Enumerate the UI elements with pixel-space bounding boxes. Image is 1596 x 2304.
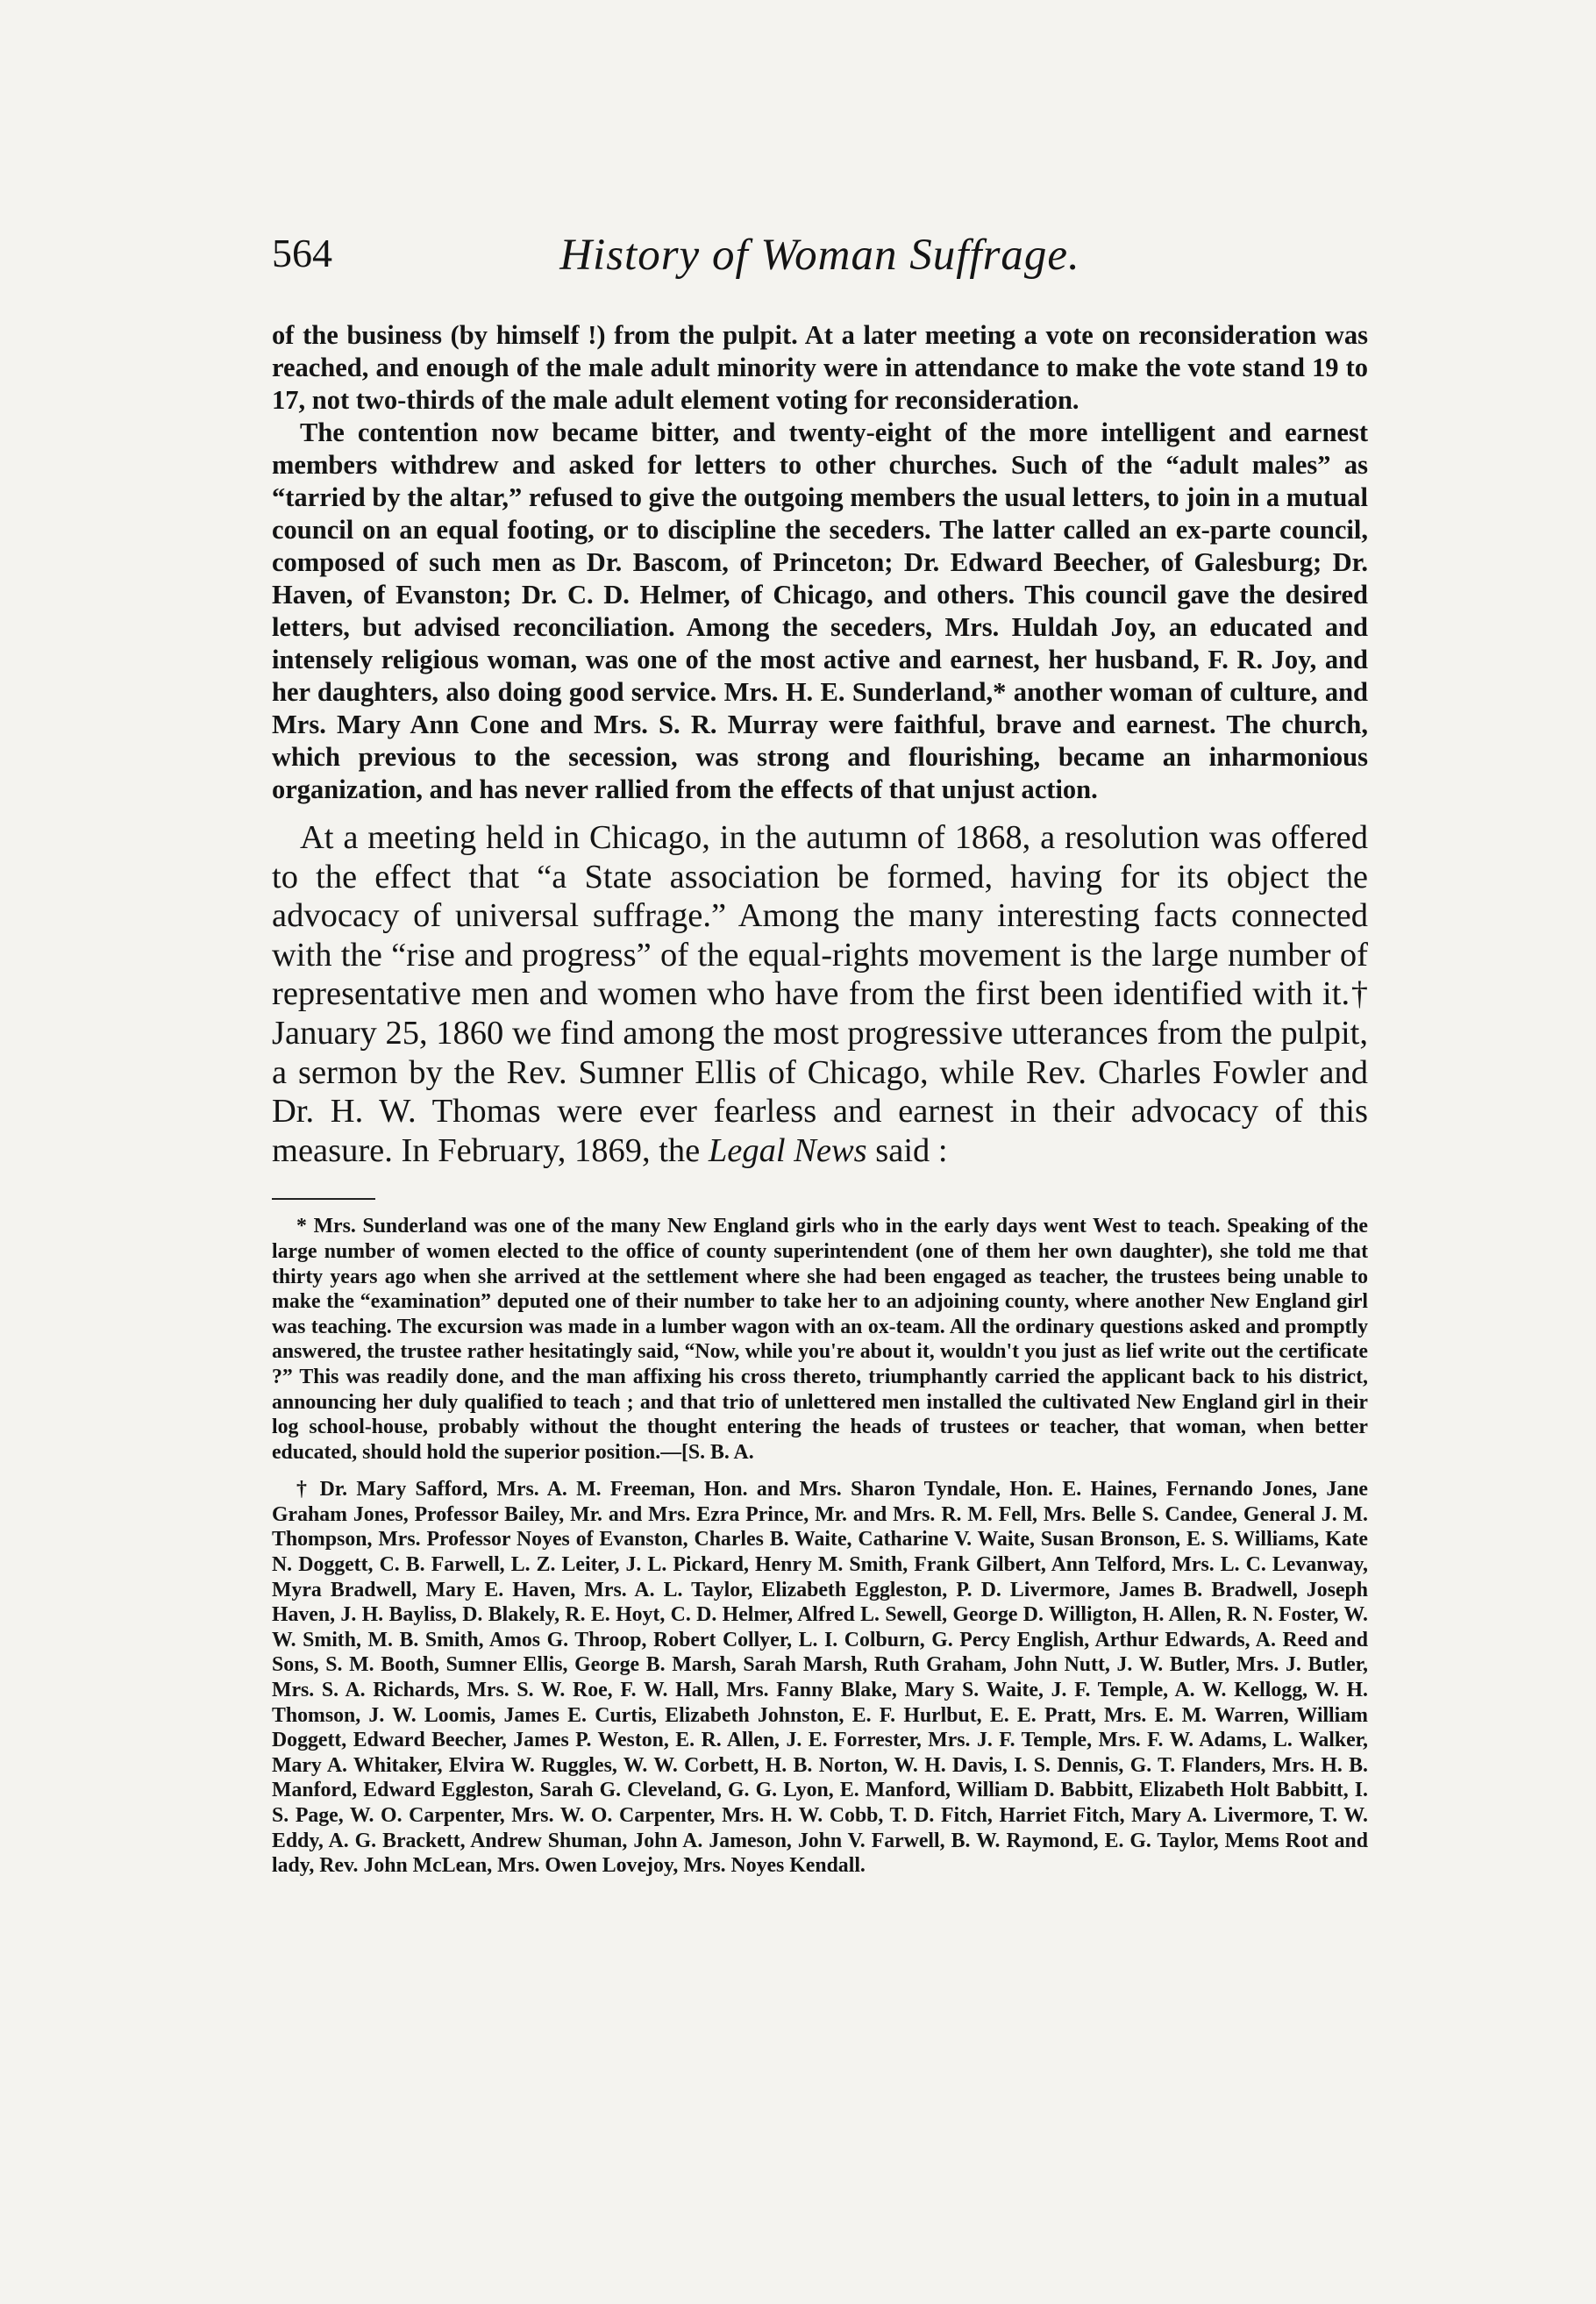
footnote-sunderland: * Mrs. Sunderland was one of the many New England girls who in the early days went West to teach. Speaking of the large number of women elected to the office of county superintendent (one of them her own daughter), she told me that thirty years ago when she arrived at the settlement where she had been engaged as teacher, the trustees being unable to make the “examination” deputed one of their number to take her to an adjoining county, where another New England girl was teaching. The excursion was made in a lumber wagon with an ox-team. All the ordinary questions asked and promptly answered, the trustee rather hesitatingly said, “Now, while you're about it, wouldn't you just as lief write out the certificate ?” This was readily done, and the man affixing his cross thereto, triumphantly carried the applicant back to his district, announcing her duly qualified to teach ; and that trio of unlettered men installed the cultivated New England girl in their log school-house, probably without the thought entering the heads of trustees or teacher, that woman, when better educated, should hold the superior position.—[S. B. A.	[272, 1215, 1368, 1464]
february-suffix: said :	[866, 1131, 948, 1169]
page-header	[272, 230, 1368, 291]
book-page	[272, 230, 1368, 1879]
footnote-names-list: † Dr. Mary Safford, Mrs. A. M. Freeman, Hon. and Mrs. Sharon Tyndale, Hon. E. Haines, Fernando Jones, Jane Graham Jones, Professor Bailey, Mr. and Mrs. Ezra Prince, Mr. and Mrs. R. M. Fell, Mrs. Belle S. Candee, General J. M. Thompson, Mrs. Professor Noyes of Evanston, Charles B. Waite, Catharine V. Waite, Susan Bronson, E. S. Williams, Kate N. Doggett, C. B. Farwell, L. Z. Leiter, J. L. Pickard, Henry M. Smith, Frank Gilbert, Ann Telford, Mrs. L. C. Levanway, Myra Bradwell, Mary E. Haven, Mrs. A. L. Taylor, Elizabeth Eggleston, P. D. Livermore, James B. Bradwell, Joseph Haven, J. H. Bayliss, D. Blakely, R. E. Hoyt, C. D. Helmer, Alfred L. Sewell, George D. Willigton, H. Allen, R. N. Foster, W. W. Smith, M. B. Smith, Amos G. Throop, Robert Collyer, L. I. Colburn, G. Percy English, Arthur Edwards, A. Reed and Sons, S. M. Booth, Sumner Ellis, George B. Marsh, Sarah Marsh, Ruth Graham, John Nutt, J. W. Butler, Mrs. J. Butler, Mrs. S. A. Richards, Mrs. S. W. Roe, F. W. Hall, Mrs. Fanny Blake, Mary S. Waite, J. F. Temple, A. W. Kellogg, W. H. Thomson, J. W. Loomis, James E. Curtis, Elizabeth Johnston, E. F. Hurlbut, E. E. Pratt, Mrs. E. M. Warren, William Doggett, Edward Beecher, James P. Weston, E. R. Allen, J. E. Forrester, Mrs. J. F. Temple, Mrs. F. W. Adams, L. Walker, Mary A. Whitaker, Elvira W. Ruggles, W. W. Corbett, H. B. Norton, W. H. Davis, I. S. Dennis, G. T. Flanders, Mrs. H. B. Manford, Edward Eggleston, Sarah G. Cleveland, G. G. Lyon, E. Manford, William D. Babbitt, Elizabeth Holt Babbitt, I. S. Page, W. O. Carpenter, Mrs. W. O. Carpenter, Mrs. H. W. Cobb, T. D. Fitch, Harriet Fitch, Mary A. Livermore, T. W. Eddy, A. G. Brackett, Andrew Shuman, John A. Jameson, John V. Farwell, B. W. Raymond, E. G. Taylor, Mems Root and lady, Rev. John McLean, Mrs. Owen Lovejoy, Mrs. Noyes Kendall.	[272, 1478, 1368, 1878]
running-title: History of Woman Suffrage.	[559, 231, 1080, 280]
legal-news-title: Legal News	[708, 1131, 867, 1169]
february-prefix: In February, 1869, the	[401, 1131, 709, 1169]
page-number: 564	[272, 231, 332, 275]
body-paragraph-contention: The contention now became bitter, and twenty-eight of the more intelligent and earnest members withdrew and asked for letters to other churches. Such of the “adult males” as “tarried by the altar,” refused to give the outgoing members the usual letters, to join in a mutual council on an equal footing, or to discipline the seceders. The latter called an ex-parte council, composed of such men as Dr. Bascom, of Princeton; Dr. Edward Beecher, of Galesburg; Dr. Haven, of Evanston; Dr. C. D. Helmer, of Chicago, and others. This council gave the desired letters, but advised reconciliation. Among the seceders, Mrs. Huldah Joy, an educated and intensely religious woman, was one of the most active and earnest, her husband, F. R. Joy, and her daughters, also doing good service. Mrs. H. E. Sunderland,* another woman of culture, and Mrs. Mary Ann Cone and Mrs. S. R. Murray were faithful, brave and earnest. The church, which previous to the secession, was strong and flourishing, became an inharmonious organization, and has never rallied from the effects of that unjust action.	[272, 417, 1368, 804]
body-paragraph-state-association	[272, 818, 1368, 1170]
footnote-divider	[272, 1198, 375, 1200]
body-paragraph-continued: of the business (by himself !) from the pulpit. At a later meeting a vote on reconsideration was reached, and enough of the male adult minority were in attendance to make the vote stand 19 to 17, not two-thirds of the male adult element voting for reconsideration.	[272, 320, 1368, 415]
state-association-text: At a meeting held in Chicago, in the autumn of 1868, a resolution was offered to the effect that “a State association be formed, having for its object the advocacy of universal suffrage.” Among the many interesting facts connected with the “rise and progress” of the equal-rights movement is the large number of representative men and women who have from the first been identified with it.† January 25, 1860 we find among the most progressive utterances from the pulpit, a sermon by the Rev. Sumner Ellis of Chicago, while Rev. Charles Fowler and Dr. H. W. Thomas were ever fearless and earnest in their advocacy of this measure.	[272, 819, 1368, 1169]
